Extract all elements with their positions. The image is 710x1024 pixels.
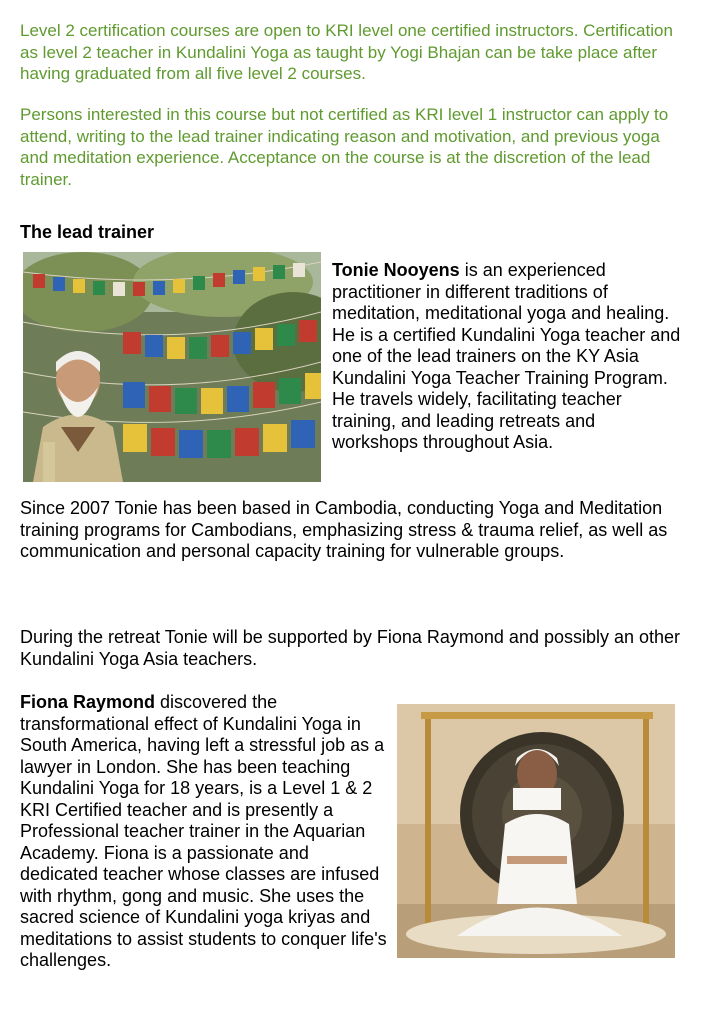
support-paragraph: During the retreat Tonie will be supported by Fiona Raymond and possibly an other Kundalini Yoga Asia teachers. <box>20 627 681 669</box>
fiona-bio <box>20 692 388 972</box>
tonie-bio <box>332 260 682 454</box>
persons-paragraph: Persons interested in this course but not certified as KRI level 1 instructor can apply to attend, writing to the lead trainer indicating reason and motivation, and previous yoga and meditation experience. Acceptance on the course is at the discretion of the lead trainer. <box>20 105 669 189</box>
fiona-photo <box>397 704 675 958</box>
fiona-bio-text: discovered the transformational effect of Kundalini Yoga in South America, having left a stressful job as a lawyer in London. She has been teaching Kundalini Yoga for 18 years, is a Level 1 & 2 KRI Certified teacher and is presently a Professional teacher trainer in the Aquarian Academy. Fiona is a passionate and dedicated teacher whose classes are infused with rhythm, gong and music. She uses the sacred science of Kundalini yoga kriyas and meditations to assist students to conquer life's challenges. <box>20 692 387 970</box>
tonie-bio-text: is an experienced practitioner in different traditions of meditation, meditational yoga and healing. He is a certified Kundalini Yoga teacher and one of the lead trainers on the KY Asia Kundalini Yoga Teacher Training Program. He travels widely, facilitating teacher training, and leading retreats and workshops throughout Asia. <box>332 260 681 452</box>
since-2007-paragraph: Since 2007 Tonie has been based in Cambodia, conducting Yoga and Meditation training programs for Cambodians, emphasizing stress & trauma relief, as well as communication and personal capacity training for vulnerable groups. <box>20 498 668 561</box>
fiona-name: Fiona Raymond <box>20 692 156 712</box>
tonie-photo <box>23 252 321 482</box>
tonie-name: Tonie Nooyens <box>332 260 460 280</box>
level2-paragraph: Level 2 certification courses are open to KRI level one certified instructors. Certification as level 2 teacher in Kundalini Yoga as taught by Yogi Bhajan can be take place after having graduated from all five level 2 courses. <box>20 21 673 83</box>
lead-trainer-heading: The lead trainer <box>20 222 155 242</box>
